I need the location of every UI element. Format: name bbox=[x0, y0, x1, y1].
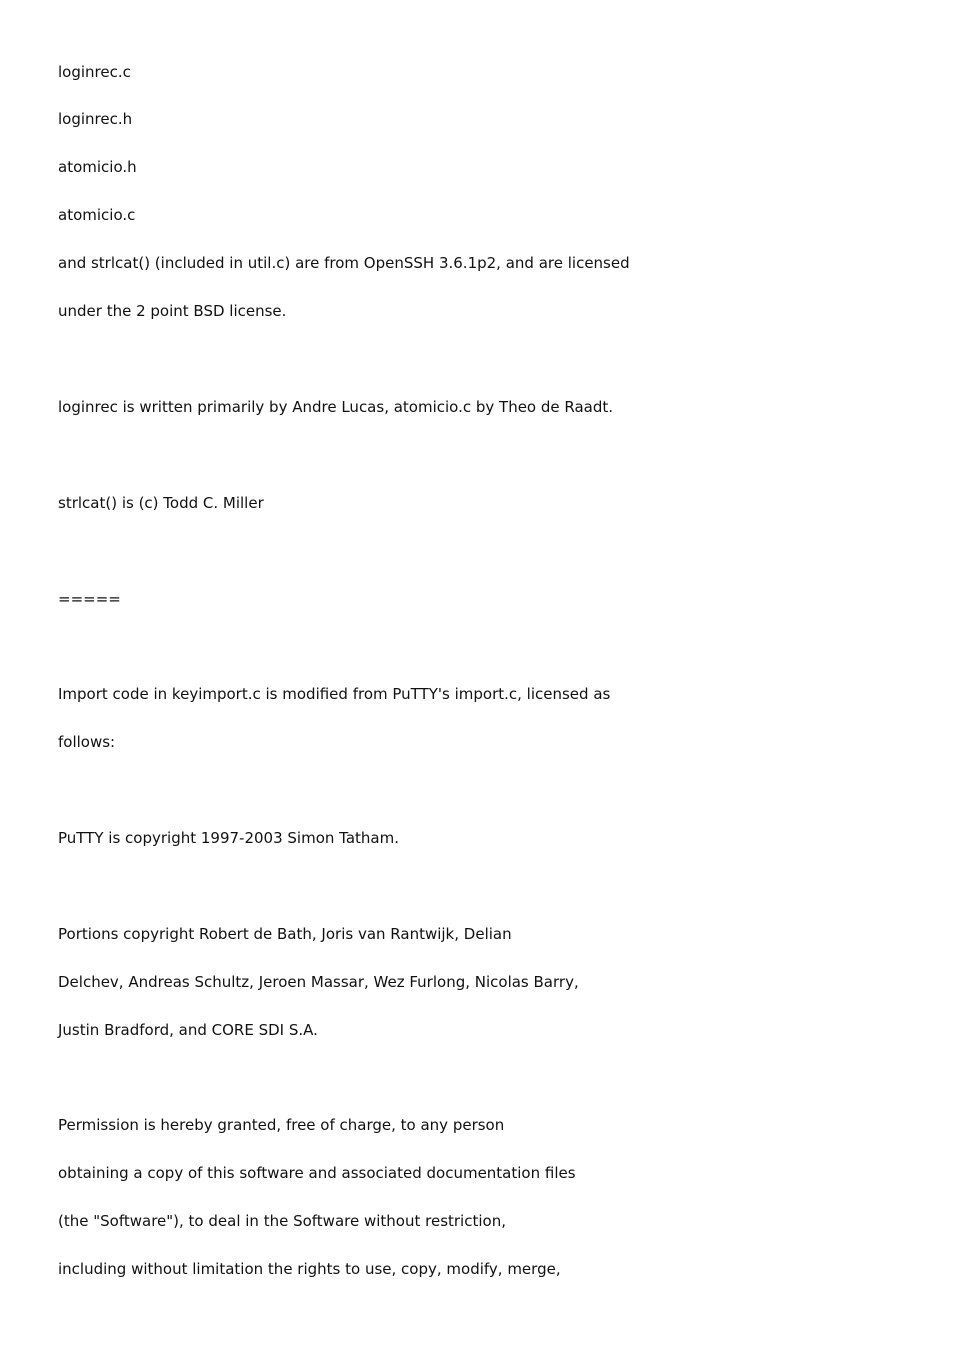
text-line: Import code in keyimport.c is modified from PuTTY's import.c, licensed as bbox=[58, 685, 611, 703]
text-line: and strlcat() (included in util.c) are from OpenSSH 3.6.1p2, and are licensed bbox=[58, 254, 630, 272]
text-line: (the "Software"), to deal in the Software without restriction, bbox=[58, 1212, 506, 1230]
text-line: including without limitation the rights to use, copy, modify, merge, bbox=[58, 1260, 561, 1278]
text-line: obtaining a copy of this software and associated documentation files bbox=[58, 1164, 576, 1182]
text-line: PuTTY is copyright 1997-2003 Simon Tatham. bbox=[58, 829, 399, 847]
text-line: follows: bbox=[58, 733, 116, 751]
text-line: atomicio.c bbox=[58, 206, 136, 224]
text-line: Justin Bradford, and CORE SDI S.A. bbox=[58, 1021, 318, 1039]
text-line: under the 2 point BSD license. bbox=[58, 302, 287, 320]
text-line: atomicio.h bbox=[58, 158, 137, 176]
text-line: Permission is hereby granted, free of charge, to any person bbox=[58, 1116, 505, 1134]
text-line: loginrec is written primarily by Andre Lucas, atomicio.c by Theo de Raadt. bbox=[58, 398, 614, 416]
text-line: strlcat() is (c) Todd C. Miller bbox=[58, 494, 264, 512]
text-line: Portions copyright Robert de Bath, Joris van Rantwijk, Delian bbox=[58, 925, 512, 943]
separator-line: ===== bbox=[58, 590, 121, 608]
text-line: loginrec.h bbox=[58, 110, 133, 128]
text-line: Delchev, Andreas Schultz, Jeroen Massar, Wez Furlong, Nicolas Barry, bbox=[58, 973, 579, 991]
text-line: loginrec.c bbox=[58, 63, 131, 81]
